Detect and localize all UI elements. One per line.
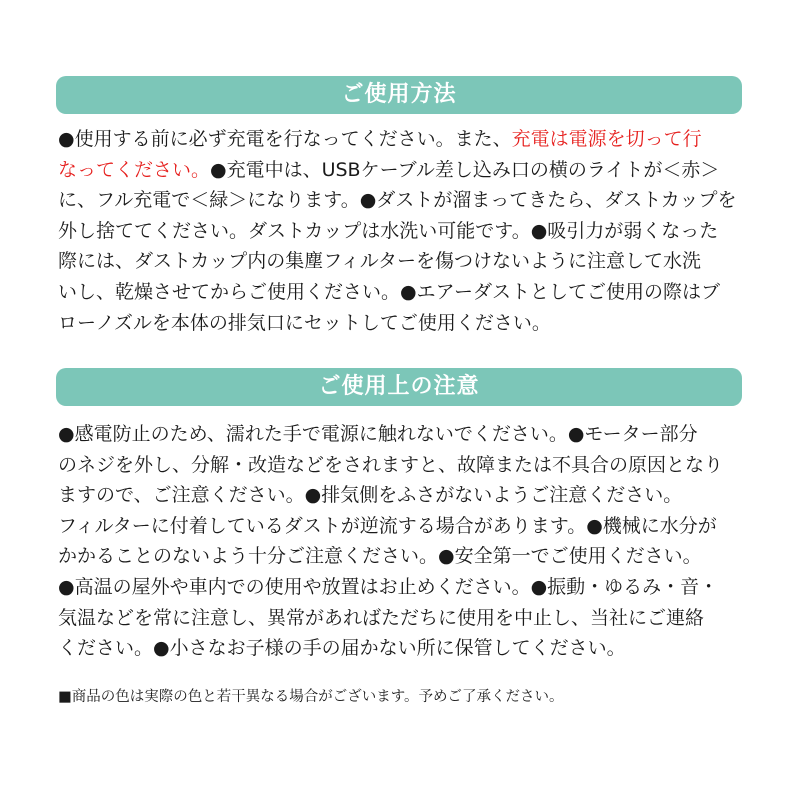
usage-section-title: ご使用方法 bbox=[341, 82, 457, 107]
text-line bbox=[58, 480, 748, 511]
usage-section-header bbox=[56, 76, 742, 114]
text-line bbox=[58, 155, 748, 186]
text-line bbox=[58, 246, 748, 277]
color-disclaimer-footnote: ■商品の色は実際の色と若干異なる場合がございます。予めご了承ください。 bbox=[58, 689, 564, 705]
text-line bbox=[58, 541, 748, 572]
text-segment: のネジを外し、分解・改造などをされますと、故障または不具合の原因となり bbox=[58, 453, 724, 476]
text-segment: フィルターに付着しているダストが逆流する場合があります。●機械に水分が bbox=[58, 514, 717, 537]
text-segment: かかることのないよう十分ご注意ください。●安全第一でご使用ください。 bbox=[58, 545, 702, 568]
text-line bbox=[58, 511, 748, 542]
text-segment: に、フル充電で＜緑＞になります。●ダストが溜まってきたら、ダストカップを bbox=[58, 189, 737, 212]
text-segment: ●使用する前に必ず充電を行なってください。また、 bbox=[58, 128, 512, 150]
text-line bbox=[58, 419, 748, 450]
text-line bbox=[58, 308, 748, 339]
text-segment: 気温などを常に注意し、異常があればただちに使用を中止し、当社にご連絡 bbox=[58, 606, 705, 629]
text-line bbox=[58, 216, 748, 247]
text-segment: ください。●小さなお子様の手の届かない所に保管してください。 bbox=[58, 637, 626, 660]
text-line bbox=[58, 450, 748, 481]
usage-section-body bbox=[58, 124, 748, 338]
text-line bbox=[58, 124, 748, 155]
text-segment: ●充電中は、USBケーブル差し込み口の横のライトが＜赤＞ bbox=[210, 158, 720, 181]
text-line bbox=[58, 185, 748, 216]
caution-section-body bbox=[58, 419, 748, 664]
text-segment: ●感電防止のため、濡れた手で電源に触れないでください。●モーター部分 bbox=[58, 423, 698, 445]
text-segment: 際には、ダストカップ内の集塵フィルターを傷つけないように注意して水洗 bbox=[58, 250, 701, 273]
text-segment: ローノズルを本体の排気口にセットしてご使用ください。 bbox=[58, 311, 551, 334]
text-segment: ますので、ご注意ください。●排気側をふさがないようご注意ください。 bbox=[58, 484, 683, 507]
caution-section-header bbox=[56, 368, 742, 406]
text-line bbox=[58, 572, 748, 603]
text-segment: いし、乾燥させてからご使用ください。●エアーダストとしてご使用の際はブ bbox=[58, 280, 721, 303]
caution-section-title: ご使用上の注意 bbox=[318, 374, 480, 399]
text-line bbox=[58, 603, 748, 634]
text-segment: 外し捨ててください。ダストカップは水洗い可能です。●吸引力が弱くなった bbox=[58, 219, 719, 242]
text-line bbox=[58, 633, 748, 664]
text-line bbox=[58, 277, 748, 308]
highlighted-text-segment: 充電は電源を切って行 bbox=[511, 128, 702, 150]
highlighted-text-segment: なってください。 bbox=[58, 158, 211, 181]
text-segment: ●高温の屋外や車内での使用や放置はお止めください。●振動・ゆるみ・音・ bbox=[58, 575, 719, 598]
